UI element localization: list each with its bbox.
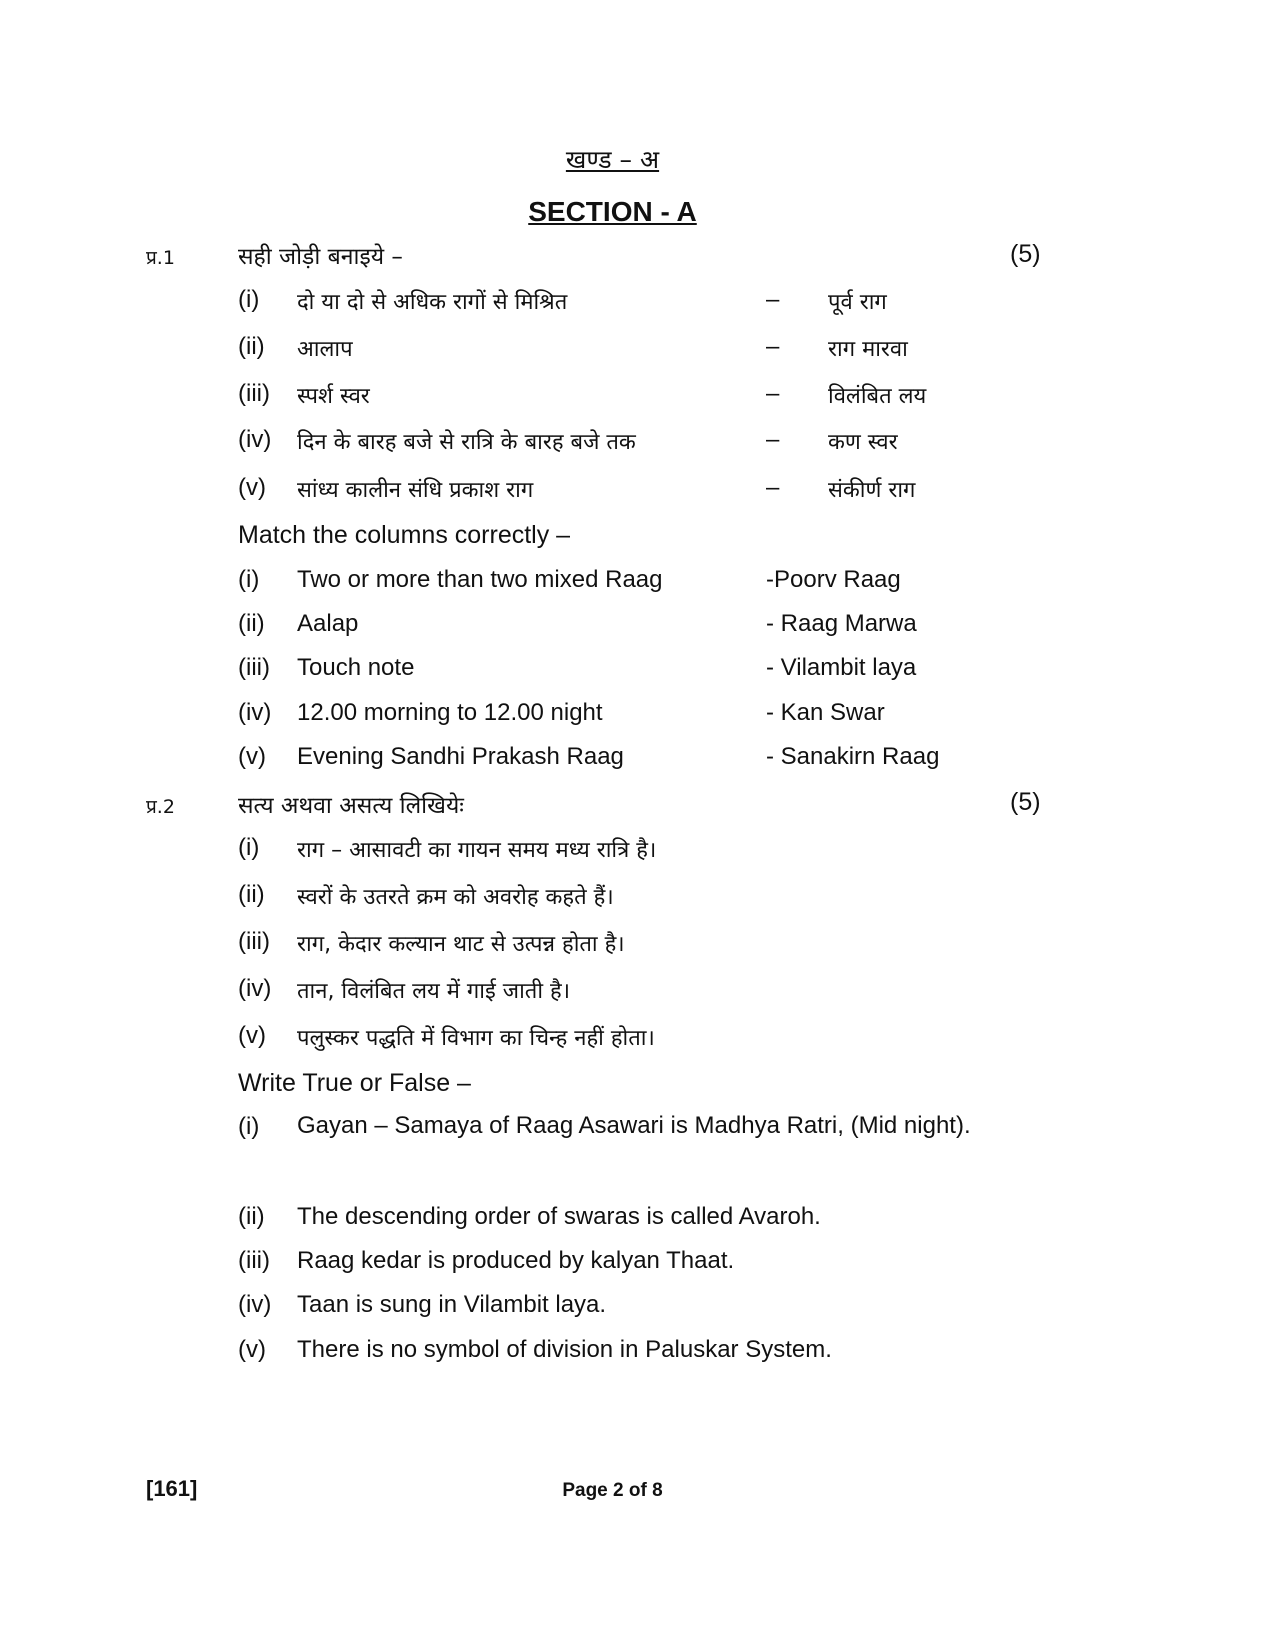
match-dash: – [766,474,780,501]
match-left: स्पर्श स्वर [297,384,370,409]
statement: राग, केदार कल्यान थाट से उत्पन्न होता है। [297,932,625,957]
statement: स्वरों के उतरते क्रम को अवरोह कहते हैं। [297,885,614,910]
item-number: (v) [238,474,266,501]
match-right: विलंबित लय [828,384,927,409]
item-number: (ii) [238,1203,265,1230]
match-left: Two or more than two mixed Raag [297,566,663,593]
question-2-number: प्र.2 [146,796,175,818]
item-number: (iv) [238,426,272,453]
q1-english-row [238,566,1038,606]
item-number: (iv) [238,1291,272,1318]
page-number: Page 2 of 8 [562,1480,663,1501]
match-right: राग मारवा [828,337,908,362]
item-number: (iii) [238,380,270,407]
q2-hindi-row [238,928,1038,968]
match-right: कण स्वर [828,430,898,455]
match-dash: – [766,380,780,407]
match-right: - Vilambit laya [766,654,917,681]
statement: The descending order of swaras is called Avaroh. [297,1203,821,1230]
question-2-title-english: Write True or False – [238,1069,471,1097]
q2-hindi-row [238,834,1038,874]
question-1-title-english: Match the columns correctly – [238,521,571,549]
q2-english-row [238,1247,1038,1287]
match-right: पूर्व राग [828,290,887,315]
match-right: - Sanakirn Raag [766,743,940,770]
match-dash: – [766,333,780,360]
statement: पलुस्कर पद्धति में विभाग का चिन्ह नहीं होता। [297,1026,655,1051]
q1-hindi-row [238,333,1038,373]
question-2-title-hindi: सत्य अथवा असत्य लिखियेः [238,793,464,819]
item-number: (iv) [238,699,272,726]
match-left: दिन के बारह बजे से रात्रि के बारह बजे तक [297,430,636,455]
q1-english-row [238,610,1038,650]
item-number: (i) [238,286,260,313]
q2-hindi-row [238,975,1038,1015]
section-heading: SECTION - A [528,196,697,227]
match-left: Touch note [297,654,415,681]
q1-hindi-row [238,286,1038,326]
question-1-title-hindi: सही जोड़ी बनाइये – [238,244,403,270]
match-left: आलाप [297,337,353,362]
q1-hindi-row [238,474,1038,514]
item-number: (iii) [238,1247,270,1274]
q1-hindi-row [238,380,1038,420]
statement: तान, विलंबित लय में गाई जाती है। [297,979,571,1004]
match-left: Aalap [297,610,359,637]
q2-english-row [238,1203,1038,1243]
match-dash: – [766,286,780,313]
question-1-marks: (5) [1010,240,1041,268]
q1-english-row [238,654,1038,694]
statement: Raag kedar is produced by kalyan Thaat. [297,1247,735,1274]
q1-english-row [238,699,1038,739]
match-left: दो या दो से अधिक रागों से मिश्रित [297,290,568,315]
q2-english-row [238,1291,1038,1331]
statement: Gayan – Samaya of Raag Asawari is Madhya Ratri, (Mid night). [297,1112,971,1139]
item-number: (i) [238,1113,260,1140]
match-right: -Poorv Raag [766,566,901,593]
item-number: (iv) [238,975,272,1002]
item-number: (i) [238,834,260,861]
match-left: सांध्य कालीन संधि प्रकाश राग [297,478,534,503]
statement: Taan is sung in Vilambit laya. [297,1291,607,1318]
item-number: (iii) [238,654,270,681]
item-number: (v) [238,743,266,770]
q2-hindi-row [238,1022,1038,1062]
section-heading-hindi: खण्ड – अ [565,145,660,174]
q1-english-row [238,743,1038,783]
item-number: (iii) [238,928,270,955]
statement: राग – आसावटी का गायन समय मध्य रात्रि है। [297,838,657,863]
q2-english-row [238,1336,1038,1376]
question-1-number: प्र.1 [146,247,175,269]
match-dash: – [766,426,780,453]
paper-code: [161] [146,1476,198,1501]
q2-english-row [238,1113,1038,1203]
item-number: (i) [238,566,260,593]
match-right: - Raag Marwa [766,610,917,637]
match-right: - Kan Swar [766,699,885,726]
match-right: संकीर्ण राग [828,478,916,503]
q1-hindi-row [238,426,1038,466]
item-number: (v) [238,1022,266,1049]
item-number: (ii) [238,881,265,908]
question-2-marks: (5) [1010,788,1041,816]
item-number: (v) [238,1336,266,1363]
match-left: 12.00 morning to 12.00 night [297,699,603,726]
item-number: (ii) [238,610,265,637]
statement: There is no symbol of division in Paluskar System. [297,1336,832,1363]
match-left: Evening Sandhi Prakash Raag [297,743,624,770]
q2-hindi-row [238,881,1038,921]
item-number: (ii) [238,333,265,360]
